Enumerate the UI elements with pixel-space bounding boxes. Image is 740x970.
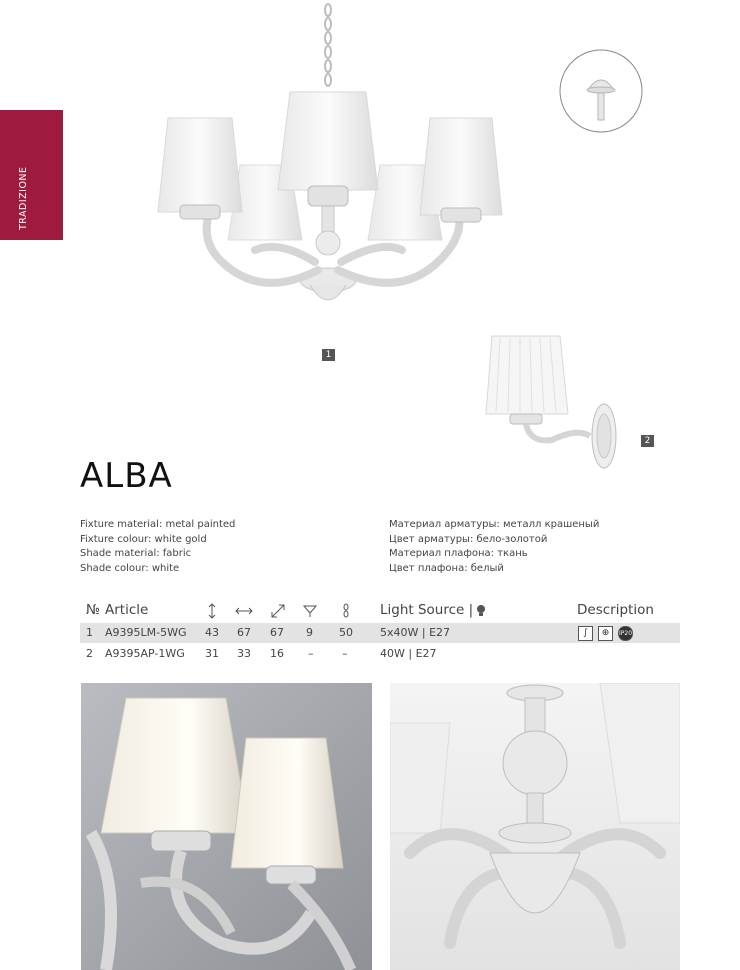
spec-en-line: Fixture colour: white gold bbox=[80, 533, 207, 545]
collection-tab bbox=[0, 110, 63, 240]
spec-ru-line: Материал плафона: ткань bbox=[389, 548, 528, 559]
row-light-source: 40W | E27 bbox=[380, 647, 437, 660]
row-chain: 50 bbox=[339, 626, 353, 639]
collection-label: TRADIZIONE bbox=[18, 166, 29, 230]
header-description: Description bbox=[577, 602, 654, 618]
image-number-2: 2 bbox=[641, 435, 654, 447]
shades-closeup-photo bbox=[81, 683, 372, 970]
row-diameter: 67 bbox=[270, 626, 284, 639]
row-chain: – bbox=[342, 647, 348, 660]
row-num: 2 bbox=[86, 647, 93, 660]
chain-icon bbox=[342, 603, 350, 619]
table-row bbox=[80, 623, 680, 643]
column-closeup-photo bbox=[390, 683, 680, 970]
spec-ru-line: Цвет арматуры: бело-золотой bbox=[389, 533, 548, 545]
row-height: 43 bbox=[205, 626, 219, 639]
row-height: 31 bbox=[205, 647, 219, 660]
header-light-source: Light Source | bbox=[380, 602, 474, 618]
image-number-1: 1 bbox=[322, 349, 335, 361]
specs-russian bbox=[389, 518, 599, 576]
canopy-detail-image bbox=[558, 48, 644, 134]
spec-en-line: Fixture material: metal painted bbox=[80, 519, 236, 530]
shade-icon bbox=[303, 604, 317, 618]
header-article: Article bbox=[105, 602, 149, 618]
row-article: A9395LM-5WG bbox=[105, 626, 187, 639]
table-row bbox=[80, 644, 680, 664]
diameter-icon bbox=[270, 603, 286, 619]
row-light-source: 5x40W | E27 bbox=[380, 626, 451, 639]
chain-adjust-icon: ∫ bbox=[578, 626, 593, 641]
specs-english bbox=[80, 518, 235, 576]
row-num: 1 bbox=[86, 626, 93, 639]
wall-lamp-image bbox=[482, 328, 632, 488]
row-diameter: 16 bbox=[270, 647, 284, 660]
height-icon bbox=[206, 603, 218, 619]
header-num: № bbox=[86, 602, 101, 618]
spec-en-line: Shade material: fabric bbox=[80, 548, 192, 559]
row-shade: – bbox=[308, 647, 314, 660]
width-icon bbox=[235, 605, 253, 617]
chandelier-image bbox=[140, 0, 540, 330]
ceiling-mount-icon: ⊕ bbox=[598, 626, 613, 641]
ip20-icon: IP20 bbox=[618, 626, 633, 641]
product-title: ALBA bbox=[80, 456, 173, 496]
row-article: A9395AP-1WG bbox=[105, 647, 185, 660]
spec-ru-line: Цвет плафона: белый bbox=[389, 562, 504, 574]
bulb-icon bbox=[476, 604, 486, 618]
spec-en-line: Shade colour: white bbox=[80, 562, 180, 574]
spec-ru-line: Материал арматуры: металл крашеный bbox=[389, 519, 600, 530]
row-shade: 9 bbox=[306, 626, 313, 639]
row-width: 33 bbox=[237, 647, 251, 660]
row-width: 67 bbox=[237, 626, 251, 639]
